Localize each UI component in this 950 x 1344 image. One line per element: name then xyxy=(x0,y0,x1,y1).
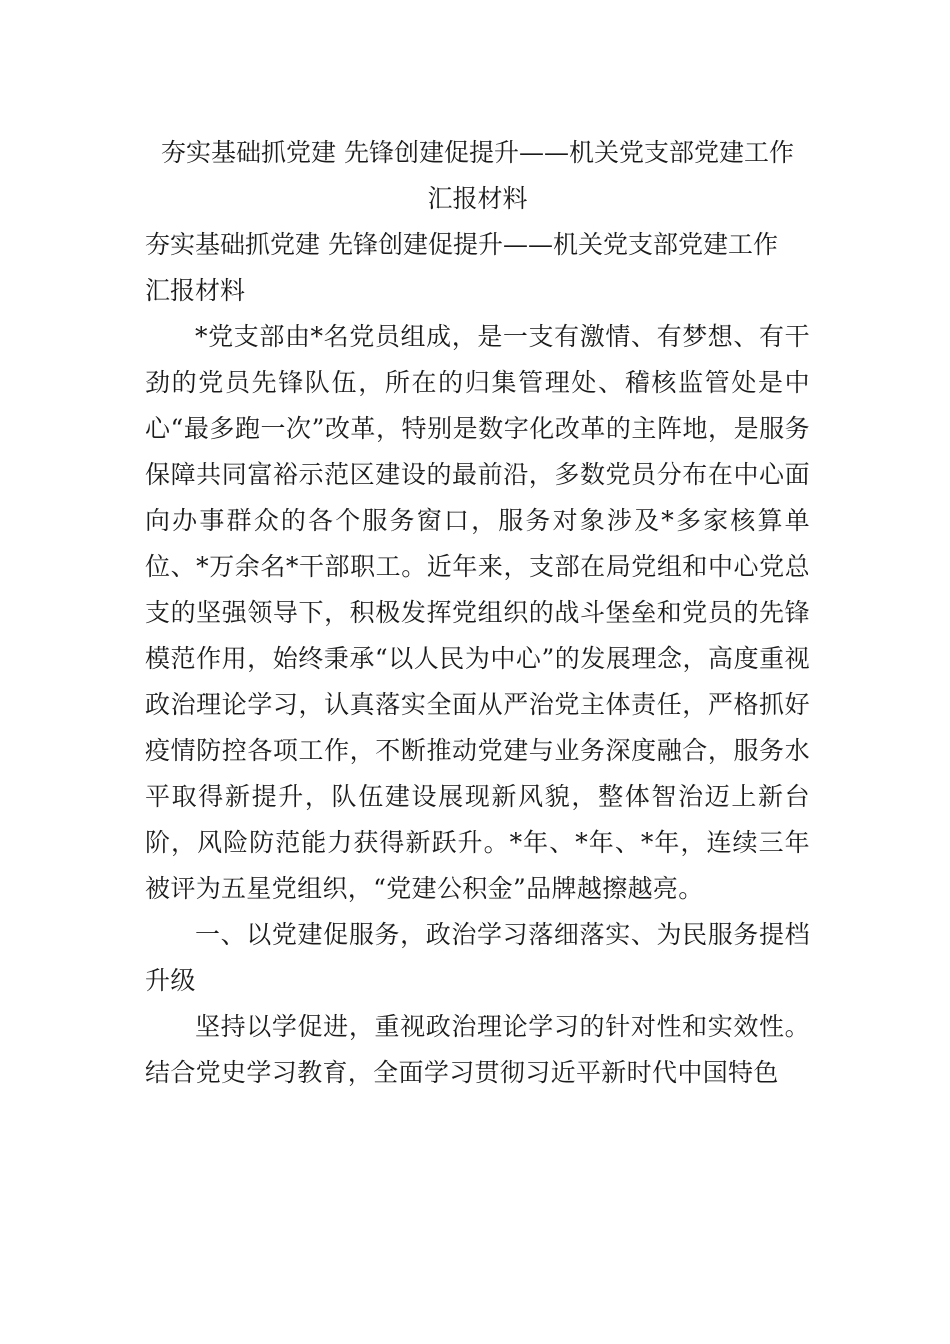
document-title-line-1: 夯实基础抓党建 先锋创建促提升——机关党支部党建工作 xyxy=(161,138,794,167)
section-1-paragraph: 坚持以学促进，重视政治理论学习的针对性和实效性。结合党史学习教育，全面学习贯彻习近平新时代中国特色 xyxy=(145,1012,810,1087)
document-title-line-2: 汇报材料 xyxy=(427,184,528,213)
intro-paragraph: *党支部由*名党员组成，是一支有激情、有梦想、有干劲的党员先锋队伍，所在的归集管理处、稽核监管处是中心“最多跑一次”改革，特别是数字化改革的主阵地，是服务保障共同富裕示范区建设的最前沿，多数党员分布在中心面向办事群众的各个服务窗口，服务对象涉及*多家核算单位、*万余名*干部职工。近年来，支部在局党组和中心党总支的坚强领导下，积极发挥党组织的战斗堡垒和党员的先锋模范作用，始终秉承“以人民为中心”的发展理念，高度重视政治理论学习，认真落实全面从严治党主体责任，严格抓好疫情防控各项工作，不断推动党建与业务深度融合，服务水平取得新提升，队伍建设展现新风貌，整体智治迈上新台阶，风险防范能力获得新跃升。*年、*年、*年，连续三年被评为五星党组织，“党建公积金”品牌越擦越亮。 xyxy=(145,322,810,903)
repeated-title-line-2: 汇报材料 xyxy=(145,276,246,305)
repeated-title-line-1: 夯实基础抓党建 先锋创建促提升——机关党支部党建工作 xyxy=(145,230,778,259)
section-heading-1: 一、以党建促服务，政治学习落细落实、为民服务提档升级 xyxy=(145,920,810,995)
document-body xyxy=(145,222,810,1096)
document-content xyxy=(145,130,810,1096)
document-title xyxy=(145,130,810,222)
